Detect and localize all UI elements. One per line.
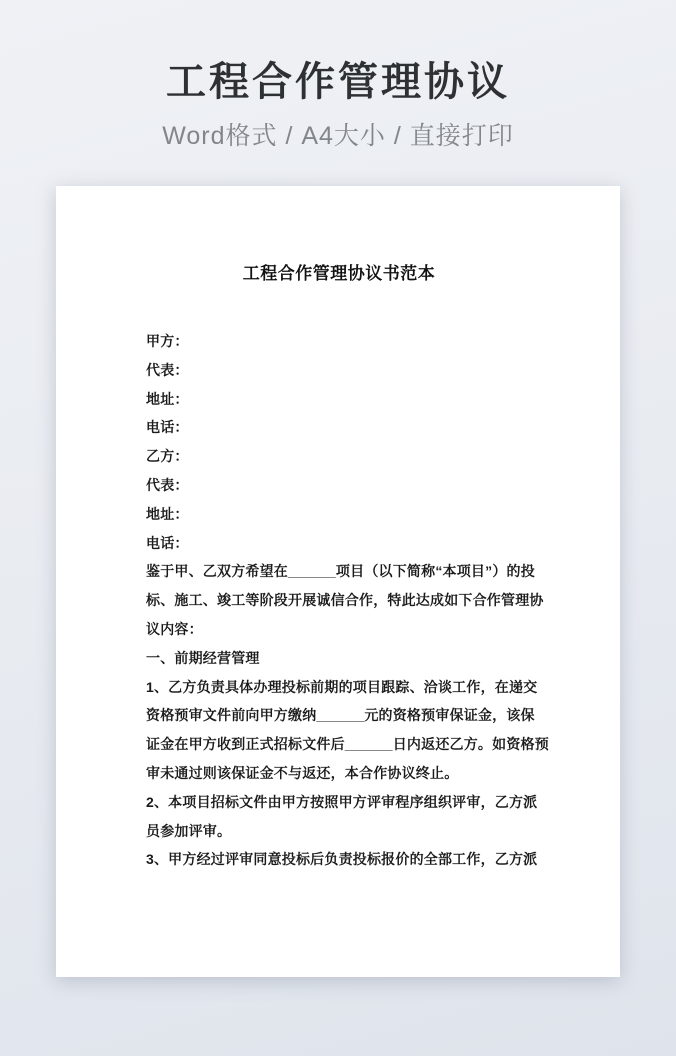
field-address-a: 地址： xyxy=(146,390,189,407)
body-line: 3、甲方经过评审同意投标后负责投标报价的全部工作，乙方派 xyxy=(146,851,538,868)
section-heading: 一、前期经营管理 xyxy=(146,649,260,666)
field-phone-b: 电话： xyxy=(146,534,189,551)
document-title: 工程合作管理协议书范本 xyxy=(242,264,436,283)
body-line: 鉴于甲、乙双方希望在______项目（以下简称“本项目”）的投 xyxy=(146,563,535,580)
document-preview-page xyxy=(56,186,620,977)
body-line: 2、本项目招标文件由甲方按照甲方评审程序组织评审，乙方派 xyxy=(146,793,538,810)
body-line: 标、施工、竣工等阶段开展诚信合作，特此达成如下合作管理协 xyxy=(146,592,544,609)
page-subtitle: Word格式 / A4大小 / 直接打印 xyxy=(162,122,514,150)
body-line: 审未通过则该保证金不与返还，本合作协议终止。 xyxy=(146,764,459,781)
body-line: 员参加评审。 xyxy=(146,822,232,839)
body-line: 1、乙方负责具体办理投标前期的项目跟踪、洽谈工作，在递交 xyxy=(146,678,538,695)
field-address-b: 地址： xyxy=(146,505,189,522)
field-party-b: 乙方： xyxy=(146,448,189,465)
body-line: 议内容： xyxy=(146,620,203,637)
body-line: 资格预审文件前向甲方缴纳______元的资格预审保证金，该保 xyxy=(146,707,535,724)
field-representative-a: 代表： xyxy=(146,361,189,378)
field-party-a: 甲方： xyxy=(146,333,189,349)
field-phone-a: 电话： xyxy=(146,419,189,436)
body-line: 证金在甲方收到正式招标文件后______日内返还乙方。如资格预 xyxy=(146,736,549,753)
field-representative-b: 代表： xyxy=(146,476,189,493)
page-title: 工程合作管理协议 xyxy=(166,60,510,104)
header xyxy=(0,0,676,152)
document-body xyxy=(146,327,549,874)
